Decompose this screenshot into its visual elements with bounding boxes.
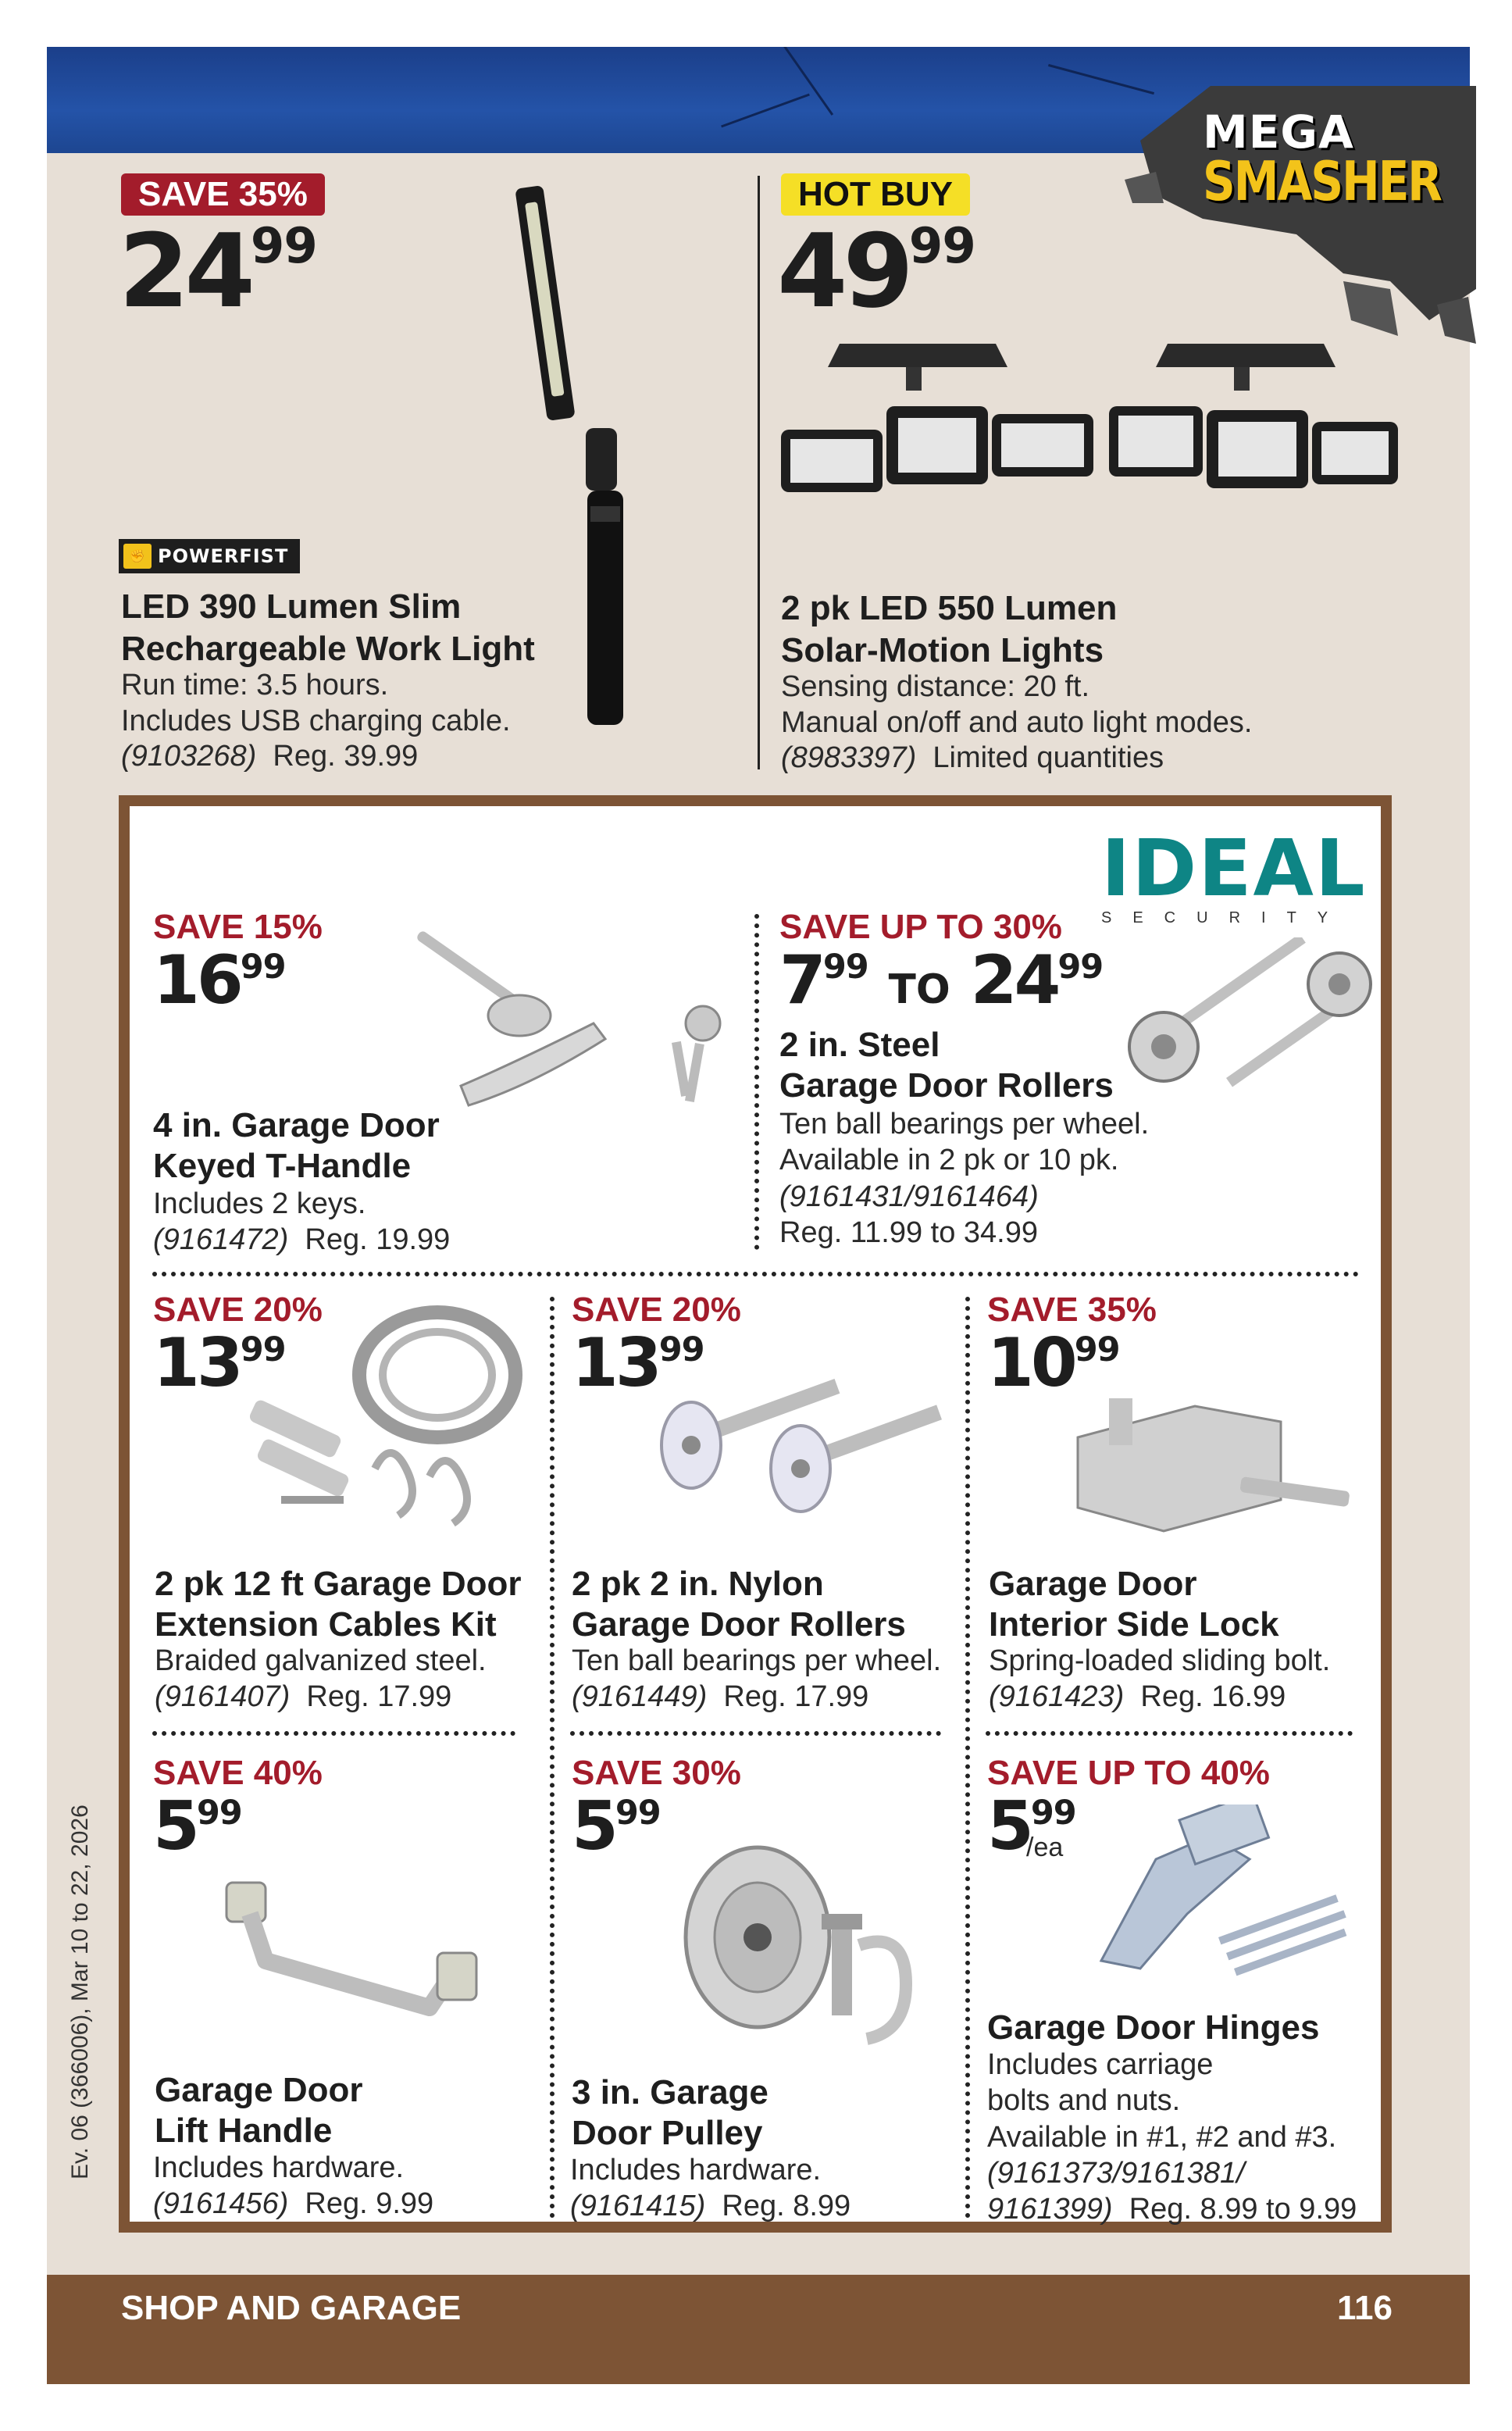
save-label: SAVE 20% — [153, 1290, 323, 1329]
product-description: Includes 2 keys. (9161472) Reg. 19.99 — [153, 1187, 451, 1257]
divider — [986, 1731, 1353, 1736]
save-label: SAVE 35% — [987, 1290, 1157, 1329]
price: $10^{99}$ — [987, 1324, 1120, 1402]
product-description: Includes hardware. (9161456) Reg. 9.99 — [153, 2151, 434, 2221]
column-divider — [758, 176, 760, 769]
save-label: SAVE 40% — [153, 1754, 323, 1792]
product-title: 2 pk 12 ft Garage Door Extension Cables Kit — [155, 1565, 522, 1644]
divider — [152, 1731, 515, 1736]
lift-handle-image — [219, 1867, 500, 2039]
per-each-unit: /ea — [1026, 1833, 1064, 1862]
divider — [754, 914, 759, 1250]
product-title: Garage Door Interior Side Lock — [989, 1565, 1279, 1644]
hinges-image — [1093, 1805, 1359, 1984]
price: $13^{99}$ — [153, 1324, 286, 1402]
section-title: SHOP AND GARAGE — [121, 2289, 462, 2327]
product-description: Braided galvanized steel. (9161407) Reg. 17.99 — [155, 1644, 487, 1714]
ideal-security-logo: IDEAL SECURITY — [1101, 823, 1367, 926]
badge-line2: SMASHER — [1203, 149, 1441, 213]
product-title: LED 390 Lumen Slim Rechargeable Work Light — [121, 587, 535, 668]
page-number: 116 — [1337, 2289, 1393, 2327]
save-label: SAVE UP TO 30% — [779, 908, 1062, 946]
price: $49^{99}$ — [777, 212, 975, 330]
badge-line1: MEGA — [1203, 105, 1354, 159]
price-cents: 99 — [250, 216, 317, 274]
product-description: Includes carriage bolts and nuts. Available in #1, #2 and #3. (9161373/9161381/ 9161399) Reg. 8.99 to 9.99 — [987, 2048, 1357, 2226]
price: $5^{99}$ — [987, 1787, 1076, 1865]
product-description: Run time: 3.5 hours. Includes USB charging cable. (9103268) Reg. 39.99 — [121, 669, 511, 773]
steel-rollers-image — [1117, 937, 1382, 1117]
product-description: Includes hardware. (9161415) Reg. 8.99 — [570, 2154, 851, 2223]
divider — [965, 1297, 970, 2219]
sku: (9103268) — [121, 740, 257, 773]
t-handle-image — [406, 906, 734, 1133]
product-title: Garage Door Lift Handle — [155, 2071, 363, 2150]
event-code-text: Ev. 06 (366006), Mar 10 to 22, 2026 — [67, 1805, 93, 2179]
price: $5^{99}$ — [572, 1787, 661, 1865]
solar-lights-image — [773, 336, 1406, 516]
save-label: SAVE 15% — [153, 908, 323, 946]
divider — [550, 1297, 555, 2219]
price: $13^{99}$ — [572, 1324, 704, 1402]
hot-buy-tag: HOT BUY — [781, 173, 970, 216]
powerfist-logo: ✊ POWERFIST — [119, 539, 300, 573]
product-title: 2 in. Steel Garage Door Rollers — [779, 1026, 1114, 1105]
reg-price: Limited quantities — [933, 741, 1164, 775]
price-dollars: 24 — [119, 212, 251, 330]
product-title: Garage Door Hinges — [987, 2008, 1320, 2047]
price — [119, 212, 317, 330]
product-description: Sensing distance: 20 ft. Manual on/off and auto light modes. (8983397) Limited quantities — [781, 670, 1253, 775]
product-description: Ten ball bearings per wheel. (9161449) Reg. 17.99 — [572, 1644, 942, 1714]
price: $5^{99}$ — [153, 1787, 242, 1865]
fist-icon: ✊ — [123, 544, 152, 569]
mega-smasher-badge — [1109, 86, 1476, 344]
save-label: SAVE 20% — [572, 1290, 741, 1329]
reg-price: Reg. 39.99 — [273, 740, 419, 773]
nylon-rollers-image — [648, 1359, 945, 1531]
work-light-image — [515, 178, 687, 741]
product-description: Ten ball bearings per wheel. Available in 2 pk or 10 pk. (9161431/9161464) Reg. 11.99 to 34.99 — [779, 1108, 1150, 1250]
product-title: 4 in. Garage Door Keyed T-Handle — [153, 1106, 440, 1185]
save-label: SAVE UP TO 40% — [987, 1754, 1270, 1792]
cables-kit-image — [250, 1289, 531, 1547]
product-description: Spring-loaded sliding bolt. (9161423) Reg. 16.99 — [989, 1644, 1331, 1714]
save-tag: SAVE 35% — [121, 173, 325, 216]
product-title: 3 in. Garage Door Pulley — [572, 2073, 768, 2152]
pulley-image — [672, 1828, 953, 2054]
side-lock-image — [1062, 1390, 1359, 1547]
divider — [152, 1272, 1359, 1276]
product-title: 2 pk 2 in. Nylon Garage Door Rollers — [572, 1565, 906, 1644]
product-title: 2 pk LED 550 Lumen Solar-Motion Lights — [781, 589, 1118, 669]
price: $16^{99}$ — [153, 941, 286, 1019]
price-range: $7^{99}$ TO $24^{99}$ — [779, 941, 1104, 1019]
divider — [570, 1731, 941, 1736]
save-label: SAVE 30% — [572, 1754, 741, 1792]
